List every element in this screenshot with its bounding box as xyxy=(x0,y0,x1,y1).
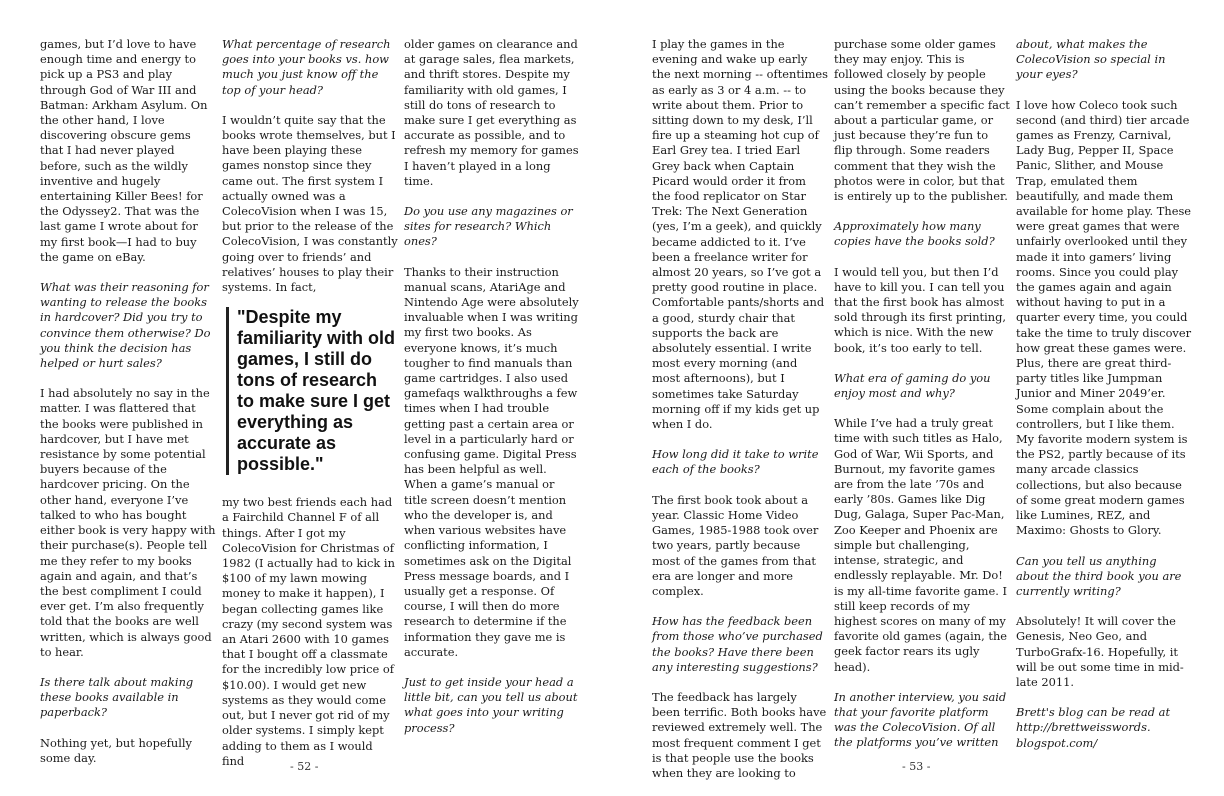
column-2 xyxy=(222,37,398,784)
interview-question: What percentage of research goes into your books vs. how much you just know off the top of your head? xyxy=(222,37,391,97)
body-paragraph: The feedback has largely been terrific. Both books have reviewed extremely well. The most frequent comment I get is that people use the books when they are looking to xyxy=(652,689,827,780)
body-paragraph: my two best friends each had a Fairchild Channel F of all things. After I got my ColecoVision for Christmas of 1982 (I actually had to kick in $100 of my lawn mowing money to make it happen), I began collecting games like crazy (my second system was an Atari 2600 with 10 games that I bought off a classmate for the incredibly low price of $10.00). I would get new systems as they would come out, but I never got rid of my older systems. I simply kept adding to them as I would find xyxy=(222,495,395,768)
interview-question: Approximately how many copies have the books sold? xyxy=(834,219,995,249)
body-paragraph: older games on clearance and at garage sales, flea markets, and thrift stores. Despite my familiarity with old games, I still do tons of research to make sure I get everything as accurate as possible, and to refresh my memory for games I haven’t played in a long time. xyxy=(404,37,579,188)
interview-question: Is there talk about making these books available in paperback? xyxy=(40,674,194,720)
interview-question: Can you tell us anything about the third book you are currently writing? xyxy=(1016,553,1182,598)
body-paragraph: I play the games in the evening and wake up early the next morning -- oftentimes as early as 3 or 4 a.m. -- to write about them. Prior to sitting down to my desk, I’ll fire up a steaming hot cup of Earl Grey tea. I tried Earl Grey back when Captain Picard would order it from the food replicator on Star Trek: The Next Generation (yes, I’m a geek), and quickly became addicted to it. I’ve been a freelance writer for almost 20 years, so I’ve got a pretty good routine in place. Comfortable pants/shorts and a good, sturdy chair that supports the back are absolutely essential. I write most every morning (and most afternoons), but I sometimes take Saturday morning off if my kids get up when I do. xyxy=(652,37,828,432)
column-3 xyxy=(404,37,580,751)
interview-question: What was their reasoning for wanting to release the books in hardcover? Did you try to convince them otherwise? Do you think the decision has helped or hurt sales? xyxy=(40,280,211,371)
body-paragraph: games, but I’d love to have enough time and energy to pick up a PS3 and play through God of War III and Batman: Arkham Asylum. On the other hand, I love discovering obscure gems that I had never played before, such as the wildly inventive and hugely entertaining Killer Bees! for the Odyssey2. That was the last game I wrote about for my first book—I had to buy the game on eBay. xyxy=(40,37,208,264)
interview-question: How has the feedback been from those who’ve purchased the books? Have there been any interesting suggestions? xyxy=(652,614,823,674)
body-paragraph: While I’ve had a truly great time with such titles as Halo, God of War, Wii Sports, and Burnout, my favorite games are from the late ’70s and early ’80s. Games like Dig Dug, Galaga, Super Pac-Man, Zoo Keeper and Phoenix are simple but challenging, intense, strategic, and endlessly replayable. Mr. Do! is my all-time favorite game. I still keep records of my highest scores on many of my favorite old games (again, the geek factor rears its ugly head). xyxy=(834,416,1008,674)
interview-question: In another interview, you said that your favorite platform was the ColecoVision. Of all the platforms you’ve written xyxy=(834,689,1007,750)
body-paragraph: Thanks to their instruction manual scans, AtariAge and Nintendo Age were absolutely invaluable when I was writing my first two books. As everyone knows, it’s much tougher to find manuals than game cartridges. I also used gamefaqs walkthroughs a few times when I had trouble getting past a certain area or level in a particularly hard or confusing game. Digital Press has been helpful as well. When a game’s manual or title screen doesn’t mention who the developer is, and when various websites have conflicting information, I sometimes ask on the Digital Press message boards, and I usually get a response. Of course, I will then do more research to determine if the information they gave me is accurate. xyxy=(404,264,579,659)
body-paragraph: I love how Coleco took such second (and third) tier arcade games as Frenzy, Carnival, Lady Bug, Pepper II, Space Panic, Slither, and Mouse Trap, emulated them beautifully, and made them available for home play. These were great games that were unfairly overlooked until they made it into gamers’ living rooms. Since you could play the games again and again without having to put in a quarter every time, you could take the time to truly discover how great these games were. Plus, there are great third-party titles like Jumpman Junior and Miner 2049’er. Some complain about the controllers, but I like them. My favorite modern system is the PS2, partly because of its many arcade classics collections, but also because of some great modern games like Lumines, REZ, and Maximo: Ghosts to Glory. xyxy=(1016,97,1192,538)
body-paragraph: purchase some older games they may enjoy. This is followed closely by people using the books because they can’t remember a specific fact about a particular game, or just because they’re fun to flip through. Some readers comment that they wish the photos were in color, but that is entirely up to the publisher. xyxy=(834,37,1010,204)
body-paragraph: I wouldn’t quite say that the books wrote themselves, but I have been playing these games nonstop since they came out. The first system I actually owned was a ColecoVision when I was 15, but prior to the release of the ColecoVision, I was constantly going over to friends’ and relatives’ houses to play their systems. In fact, xyxy=(222,112,398,295)
interview-question: about, what makes the ColecoVision so special in your eyes? xyxy=(1016,37,1166,82)
column-4 xyxy=(652,37,828,796)
blog-credit: Brett's blog can be read at http://brettweisswords. blogspot.com/ xyxy=(1016,705,1171,750)
interview-question: How long did it take to write each of the books? xyxy=(652,447,819,477)
column-5 xyxy=(834,37,1010,766)
interview-question: What era of gaming do you enjoy most and why? xyxy=(834,370,991,401)
interview-question: Do you use any magazines or sites for research? Which ones? xyxy=(404,204,573,249)
page-number-right: - 53 - xyxy=(902,760,931,773)
body-paragraph: The first book took about a year. Classic Home Video Games, 1985-1988 took over two years, partly because most of the games from that era are longer and more complex. xyxy=(652,492,819,598)
page-number-left: - 52 - xyxy=(290,760,319,773)
body-paragraph: I had absolutely no say in the matter. I was flattered that the books were published in hardcover, but I have met resistance by some potential buyers because of the hardcover pricing. On the other hand, everyone I’ve talked to who has bought either book is very happy with their purchase(s). People tell me they refer to my books again and again, and that’s the best compliment I could ever get. I’m also frequently told that the books are well written, which is always good to hear. xyxy=(40,386,216,659)
column-1 xyxy=(40,37,216,781)
interview-question: Just to get inside your head a little bit, can you tell us about what goes into your writing process? xyxy=(404,674,578,735)
pull-quote: "Despite my familiarity with old games, I still do tons of research to make sure I get everything as accurate as possible." xyxy=(226,307,398,475)
column-6 xyxy=(1016,37,1192,766)
body-paragraph: Nothing yet, but hopefully some day. xyxy=(40,735,192,765)
body-paragraph: I would tell you, but then I’d have to kill you. I can tell you that the first book has almost sold through its first printing, which is nice. With the new book, it’s too early to tell. xyxy=(834,264,1007,355)
body-paragraph: Absolutely! It will cover the Genesis, Neo Geo, and TurboGrafx-16. Hopefully, it will be out some time in mid-late 2011. xyxy=(1016,614,1184,689)
